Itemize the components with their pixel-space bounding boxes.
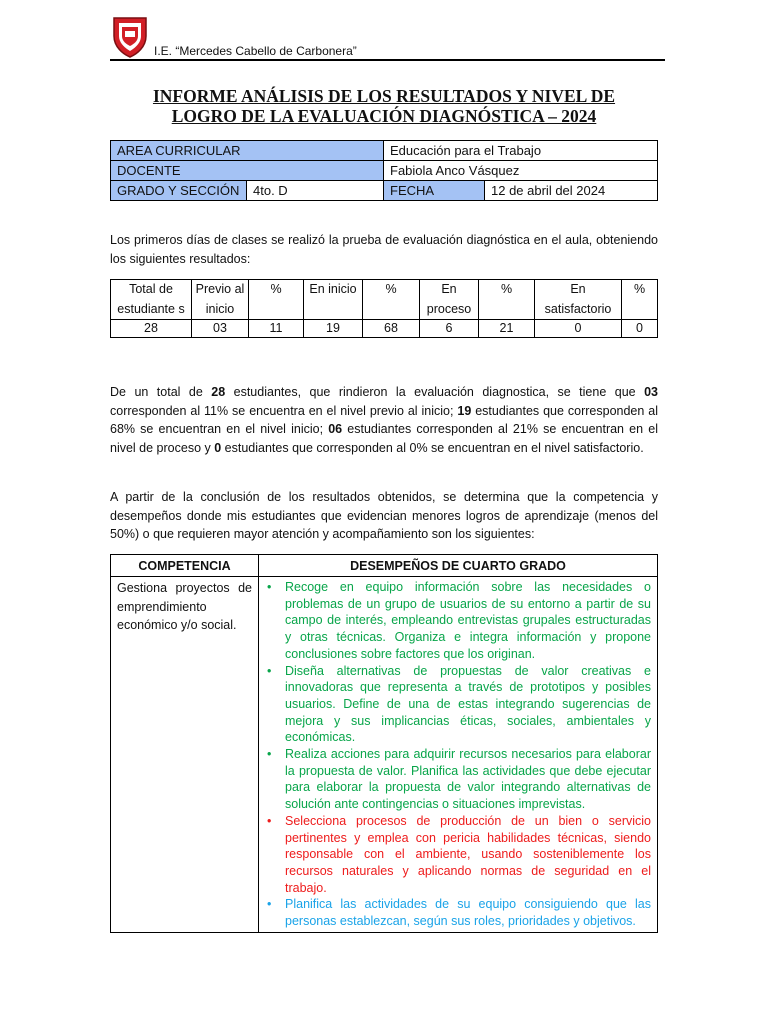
desempeno-text: Diseña alternativas de propuestas de valor creativas e innovadoras que representa a través de prototipos y posibles usuarios. Define de una de estas integrando sugerencias de mejora y sus implicancias éticas, sociales, ambientales y económicas.: [285, 663, 651, 745]
results-header-cell: En satisfactorio: [535, 280, 622, 320]
competencias-table: [110, 554, 658, 933]
bullet-icon: •: [267, 663, 272, 678]
desempeno-item: [265, 663, 651, 747]
info-table: [110, 140, 658, 201]
competencia-cell: Gestiona proyectos de emprendimiento económico y/o social.: [111, 577, 259, 933]
area-label: AREA CURRICULAR: [111, 141, 384, 161]
results-value-cell: 03: [192, 320, 249, 338]
results-value-cell: 6: [420, 320, 479, 338]
competencias-row: [111, 577, 658, 933]
results-header-cell: %: [479, 280, 535, 320]
title-line-2: LOGRO DE LA EVALUACIÓN DIAGNÓSTICA – 2024: [171, 106, 597, 126]
summary-text: estudiantes que corresponden al 68% se encuentran en el nivel inicio;: [110, 403, 658, 436]
results-value-cell: 11: [249, 320, 304, 338]
desempeno-text: Selecciona procesos de producción de un bien o servicio pertinentes y emplea con pericia habilidades técnicas, siendo responsable con el ambiente, usando sosteniblemente los recursos naturales y aplicando normas de seguridad en el trabajo.: [285, 813, 651, 895]
results-value-cell: 0: [535, 320, 622, 338]
title-line-1: INFORME ANÁLISIS DE LOS RESULTADOS Y NIVEL DE: [152, 86, 616, 106]
results-header-cell: En inicio: [304, 280, 363, 320]
results-header-cell: %: [622, 280, 658, 320]
bullet-icon: •: [267, 580, 272, 594]
summary-inicio: 19: [457, 403, 472, 418]
summary-satisfactorio: 0: [214, 440, 222, 455]
page-header: [110, 14, 665, 60]
results-table: [110, 279, 658, 338]
summary-previo: 03: [644, 385, 658, 399]
desempenos-list: [265, 579, 651, 930]
summary-text: corresponden al 11% se encuentra en el nivel previo al inicio;: [110, 403, 458, 418]
results-header-cell: Previo al inicio: [192, 280, 249, 320]
bullet-icon: •: [267, 897, 272, 912]
intro-paragraph: Los primeros días de clases se realizó la prueba de evaluación diagnóstica en el aula, obteniendo los siguientes resultados:: [110, 233, 658, 266]
results-header-cell: %: [249, 280, 304, 320]
header-divider: [110, 59, 665, 61]
desempeno-item: [265, 579, 651, 663]
desempeno-item: [265, 813, 651, 897]
summary-text: estudiantes corresponden al 21% se encuentran en el nivel de proceso y: [110, 422, 658, 455]
docente-label: DOCENTE: [111, 161, 384, 181]
desempeno-text: Realiza acciones para adquirir recursos necesarios para elaborar la propuesta de valor. Planifica las actividades que debe ejecutar para elaborar la propuesta de valor integrando alternativas de solución ante contingencias o situaciones imprevistas.: [285, 747, 651, 812]
conclusion-paragraph: A partir de la conclusión de los resultados obtenidos, se determina que la competencia y desempeños donde mis estudiantes que evidencian menores logros de aprendizaje (menos del 50%) o que requieren mayor atención y acompañamiento son los siguientes:: [110, 490, 658, 541]
fecha-value: 12 de abril del 2024: [485, 181, 658, 201]
competencias-header-row: [111, 555, 658, 577]
school-crest-icon: [110, 14, 150, 58]
desempeno-text: Planifica las actividades de su equipo consiguiendo que las personas establezcan, según sus roles, prioridades y objetivos.: [285, 897, 651, 929]
desempeno-item: [265, 896, 651, 929]
results-header-cell: Total de estudiante s: [111, 280, 192, 320]
desempenos-cell: [259, 577, 658, 933]
summary-text: estudiantes, que rindieron la evaluación diagnostica, se tiene que: [225, 385, 645, 399]
results-value-cell: 0: [622, 320, 658, 338]
bullet-icon: •: [267, 813, 272, 828]
summary-total: 28: [211, 385, 226, 399]
area-value: Educación para el Trabajo: [384, 141, 658, 161]
page-title: [110, 86, 658, 126]
docente-value: Fabiola Anco Vásquez: [384, 161, 658, 181]
desempeno-text: Recoge en equipo información sobre las necesidades o problemas de un grupo de usuarios de su entorno a partir de su campo de interés, empleando entrevistas grupales estructuradas y otras técnicas. Organiza e integra información y propone conclusiones sobre factores que los originan.: [285, 580, 651, 661]
results-value-row: [111, 320, 658, 338]
results-value-cell: 19: [304, 320, 363, 338]
competencia-header: COMPETENCIA: [111, 555, 259, 577]
results-value-cell: 28: [111, 320, 192, 338]
desempeno-item: [265, 746, 651, 813]
summary-paragraph: [110, 383, 658, 457]
school-name: I.E. “Mercedes Cabello de Carbonera”: [154, 44, 357, 58]
results-value-cell: 68: [363, 320, 420, 338]
bullet-icon: •: [267, 747, 272, 762]
fecha-label: FECHA: [384, 181, 485, 201]
summary-text: estudiantes que corresponden al 0% se encuentran en el nivel satisfactorio.: [221, 440, 644, 455]
grado-label: GRADO Y SECCIÓN: [111, 181, 247, 201]
results-value-cell: 21: [479, 320, 535, 338]
results-header-cell: En proceso: [420, 280, 479, 320]
results-header-row: [111, 280, 658, 320]
summary-proceso: 06: [328, 422, 343, 436]
desempenos-header: DESEMPEÑOS DE CUARTO GRADO: [259, 555, 658, 577]
summary-text: De un total de: [110, 385, 212, 399]
grado-value: 4to. D: [247, 181, 384, 201]
results-header-cell: %: [363, 280, 420, 320]
